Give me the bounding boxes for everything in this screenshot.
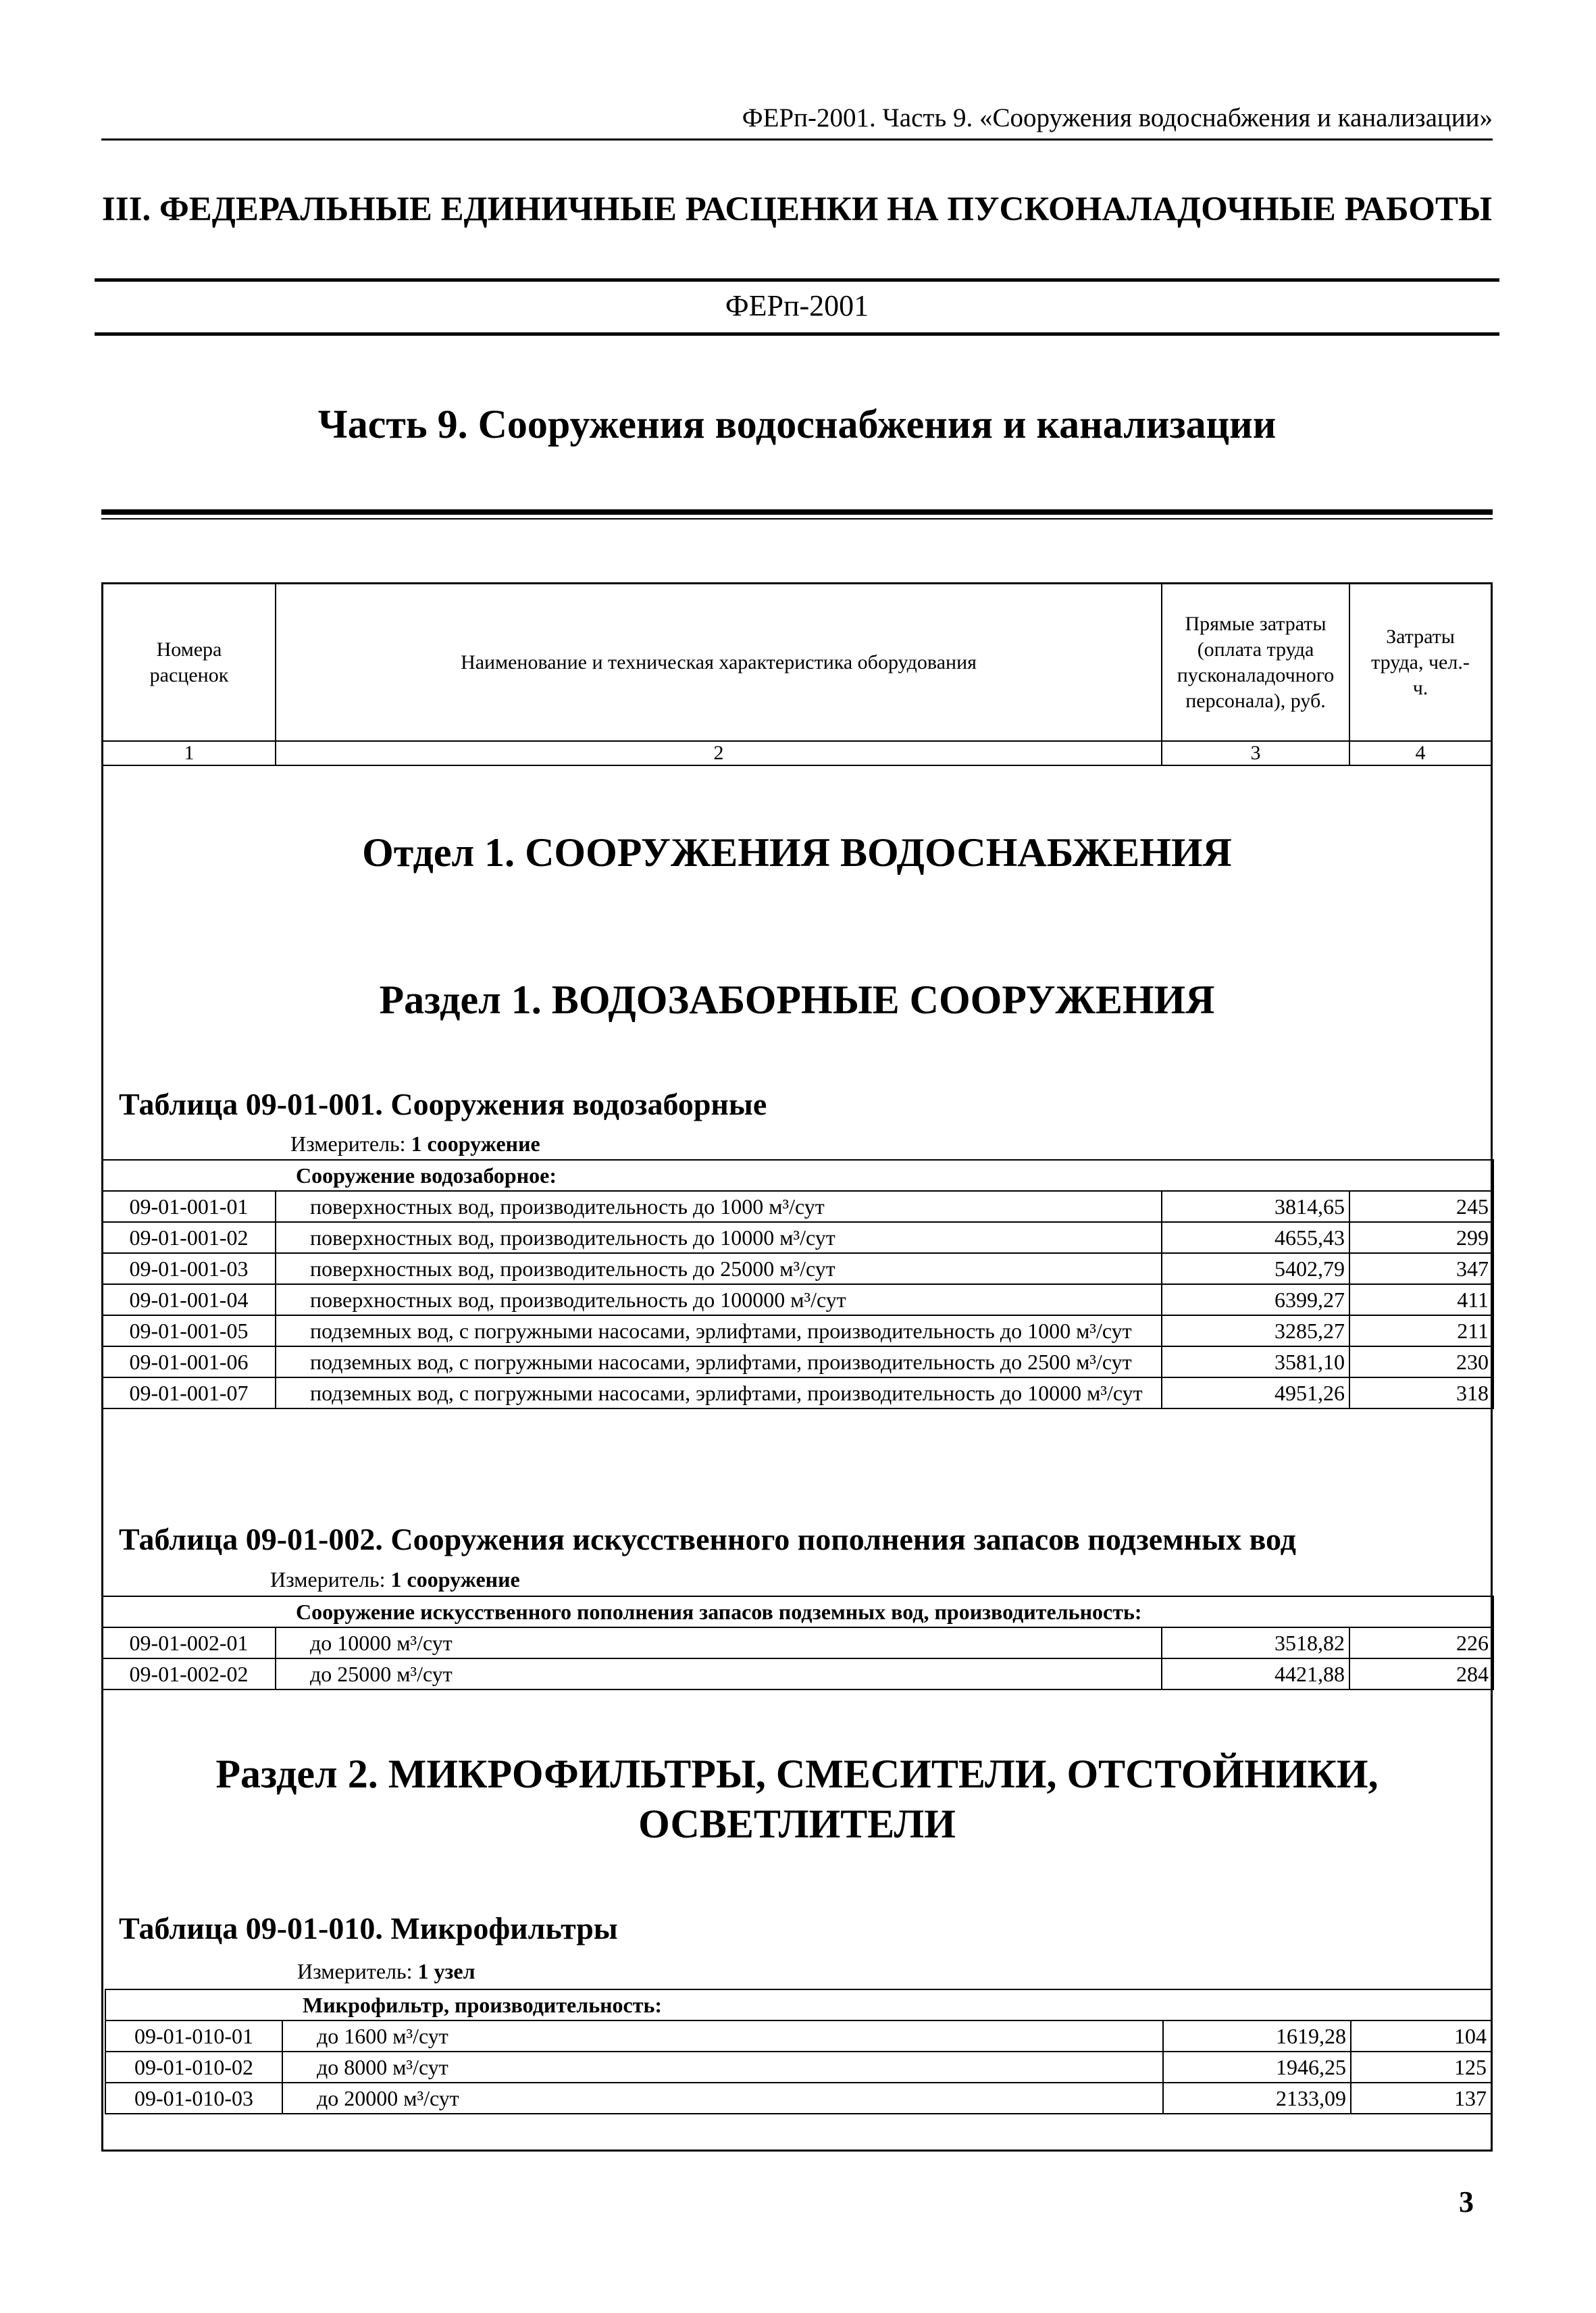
table-code: Таблица 09-01-010. bbox=[119, 1911, 383, 1946]
table-row bbox=[102, 1377, 1493, 1408]
rates-table-09-01-001 bbox=[101, 1159, 1494, 1409]
header-vline-1 bbox=[275, 582, 276, 766]
running-header: ФЕРп-2001. Часть 9. «Сооружения водоснабжения и канализации» bbox=[742, 103, 1493, 132]
main-title: III. ФЕДЕРАЛЬНЫЕ ЕДИНИЧНЫЕ РАСЦЕНКИ НА ПУСКОНАЛАДОЧНЫЕ РАБОТЫ bbox=[101, 190, 1493, 228]
code-title-top-rule bbox=[95, 278, 1499, 282]
rate-labor: 226 bbox=[1349, 1627, 1493, 1658]
rate-description: до 10000 м³/сут bbox=[276, 1627, 1162, 1658]
rate-cost: 4951,26 bbox=[1162, 1377, 1349, 1408]
table-row bbox=[105, 2052, 1491, 2083]
part-title: Часть 9. Сооружения водоснабжения и канализации bbox=[317, 402, 1277, 447]
measure-unit bbox=[270, 1566, 520, 1593]
rate-labor: 245 bbox=[1349, 1191, 1493, 1222]
table-title-09-01-010 bbox=[119, 1909, 618, 1948]
rate-labor: 211 bbox=[1349, 1315, 1493, 1346]
page-number: 3 bbox=[1459, 2185, 1474, 2218]
header-vline-2 bbox=[1161, 582, 1162, 766]
table-title-09-01-002 bbox=[119, 1520, 1296, 1559]
table-subhead: Сооружение искусственного пополнения запасов подземных вод, производительность: bbox=[276, 1596, 1493, 1627]
code-title: ФЕРп-2001 bbox=[725, 289, 869, 322]
section-1-title: Раздел 1. ВОДОЗАБОРНЫЕ СООРУЖЕНИЯ bbox=[379, 977, 1215, 1022]
table-subhead-row bbox=[105, 1989, 1491, 2020]
column-number-4: 4 bbox=[1415, 742, 1426, 764]
rate-cost: 3814,65 bbox=[1162, 1191, 1349, 1222]
rate-cost: 3518,82 bbox=[1162, 1627, 1349, 1658]
rate-labor: 318 bbox=[1349, 1377, 1493, 1408]
section-2-title-line-2: ОСВЕТЛИТЕЛИ bbox=[638, 1802, 956, 1846]
rate-description: поверхностных вод, производительность до 100000 м³/сут bbox=[276, 1284, 1162, 1315]
rate-code: 09-01-001-02 bbox=[102, 1222, 276, 1253]
table-row bbox=[102, 1191, 1493, 1222]
rate-code: 09-01-001-03 bbox=[102, 1253, 276, 1284]
measure-value: 1 сооружение bbox=[411, 1132, 540, 1156]
column-header-direct-costs: Прямые затраты (оплата труда пусконаладочного персонала), руб. bbox=[1177, 612, 1335, 712]
rate-description: до 20000 м³/сут bbox=[282, 2083, 1163, 2114]
measure-label: Измеритель: bbox=[270, 1567, 391, 1592]
rate-cost: 6399,27 bbox=[1162, 1284, 1349, 1315]
table-subhead-row bbox=[102, 1160, 1493, 1191]
table-row bbox=[102, 1346, 1493, 1377]
measure-value: 1 сооружение bbox=[390, 1567, 520, 1592]
column-header-codes: Номера расценок bbox=[149, 638, 229, 686]
rate-labor: 104 bbox=[1351, 2020, 1491, 2052]
table-title-09-01-001 bbox=[119, 1085, 767, 1124]
measure-unit bbox=[290, 1130, 540, 1157]
rate-cost: 3285,27 bbox=[1162, 1315, 1349, 1346]
rate-code: 09-01-001-04 bbox=[102, 1284, 276, 1315]
table-row bbox=[102, 1658, 1493, 1689]
rate-description: подземных вод, с погружными насосами, эрлифтами, производительность до 2500 м³/сут bbox=[276, 1346, 1162, 1377]
rate-labor: 411 bbox=[1349, 1284, 1493, 1315]
rate-cost: 3581,10 bbox=[1162, 1346, 1349, 1377]
rate-code: 09-01-001-06 bbox=[102, 1346, 276, 1377]
rate-cost: 4421,88 bbox=[1162, 1658, 1349, 1689]
rate-code: 09-01-010-02 bbox=[105, 2052, 282, 2083]
rate-description: до 25000 м³/сут bbox=[276, 1658, 1162, 1689]
rate-labor: 230 bbox=[1349, 1346, 1493, 1377]
rate-code: 09-01-002-01 bbox=[102, 1627, 276, 1658]
table-row bbox=[102, 1284, 1493, 1315]
rate-description: до 1600 м³/сут bbox=[282, 2020, 1163, 2052]
rate-description: поверхностных вод, производительность до 10000 м³/сут bbox=[276, 1222, 1162, 1253]
rate-labor: 284 bbox=[1349, 1658, 1493, 1689]
rate-labor: 125 bbox=[1351, 2052, 1491, 2083]
rate-cost: 2133,09 bbox=[1163, 2083, 1351, 2114]
table-name: Сооружения искусственного пополнения запасов подземных вод bbox=[382, 1522, 1296, 1556]
table-row bbox=[102, 1315, 1493, 1346]
header-rule bbox=[101, 138, 1493, 141]
column-header-labor: Затраты труда, чел.-ч. bbox=[1371, 625, 1470, 699]
rate-code: 09-01-010-01 bbox=[105, 2020, 282, 2052]
rate-cost: 5402,79 bbox=[1162, 1253, 1349, 1284]
rate-description: до 8000 м³/сут bbox=[282, 2052, 1163, 2083]
measure-label: Измеритель: bbox=[297, 1959, 418, 1983]
measure-unit bbox=[297, 1958, 475, 1985]
column-number-3: 3 bbox=[1250, 742, 1261, 764]
part-title-double-rule bbox=[101, 509, 1493, 515]
rate-code: 09-01-002-02 bbox=[102, 1658, 276, 1689]
table-subhead: Сооружение водозаборное: bbox=[276, 1160, 1493, 1191]
table-code: Таблица 09-01-001. bbox=[119, 1087, 383, 1121]
rate-code: 09-01-001-01 bbox=[102, 1191, 276, 1222]
rate-cost: 1946,25 bbox=[1163, 2052, 1351, 2083]
table-name: Сооружения водозаборные bbox=[382, 1087, 767, 1121]
measure-label: Измеритель: bbox=[290, 1132, 411, 1156]
rate-description: поверхностных вод, производительность до 25000 м³/сут bbox=[276, 1253, 1162, 1284]
rate-description: подземных вод, с погружными насосами, эрлифтами, производительность до 10000 м³/сут bbox=[276, 1377, 1162, 1408]
header-vline-3 bbox=[1349, 582, 1350, 766]
rates-table-09-01-010 bbox=[105, 1989, 1492, 2114]
rate-cost: 4655,43 bbox=[1162, 1222, 1349, 1253]
rate-labor: 137 bbox=[1351, 2083, 1491, 2114]
table-row bbox=[105, 2083, 1491, 2114]
rate-description: подземных вод, с погружными насосами, эрлифтами, производительность до 1000 м³/сут bbox=[276, 1315, 1162, 1346]
section-2-title-line-1: Раздел 2. МИКРОФИЛЬТРЫ, СМЕСИТЕЛИ, ОТСТОЙНИКИ, bbox=[215, 1752, 1379, 1796]
table-row bbox=[102, 1222, 1493, 1253]
department-title: Отдел 1. СООРУЖЕНИЯ ВОДОСНАБЖЕНИЯ bbox=[362, 830, 1232, 875]
table-subhead: Микрофильтр, производительность: bbox=[282, 1989, 1491, 2020]
measure-value: 1 узел bbox=[417, 1959, 475, 1983]
column-number-2: 2 bbox=[713, 742, 724, 764]
column-header-description: Наименование и техническая характеристика оборудования bbox=[461, 651, 977, 673]
rate-code: 09-01-010-03 bbox=[105, 2083, 282, 2114]
part-title-double-rule-thin bbox=[101, 518, 1493, 519]
column-number-1: 1 bbox=[184, 742, 195, 764]
rate-labor: 299 bbox=[1349, 1222, 1493, 1253]
rate-code: 09-01-001-07 bbox=[102, 1377, 276, 1408]
table-code: Таблица 09-01-002. bbox=[119, 1522, 383, 1556]
rates-table-09-01-002 bbox=[101, 1596, 1494, 1690]
rate-cost: 1619,28 bbox=[1163, 2020, 1351, 2052]
table-row bbox=[102, 1627, 1493, 1658]
table-row bbox=[102, 1253, 1493, 1284]
rate-code: 09-01-001-05 bbox=[102, 1315, 276, 1346]
table-row bbox=[105, 2020, 1491, 2052]
code-title-bottom-rule bbox=[95, 332, 1499, 336]
rate-labor: 347 bbox=[1349, 1253, 1493, 1284]
rate-description: поверхностных вод, производительность до 1000 м³/сут bbox=[276, 1191, 1162, 1222]
table-name: Микрофильтры bbox=[382, 1911, 618, 1946]
table-subhead-row bbox=[102, 1596, 1493, 1627]
